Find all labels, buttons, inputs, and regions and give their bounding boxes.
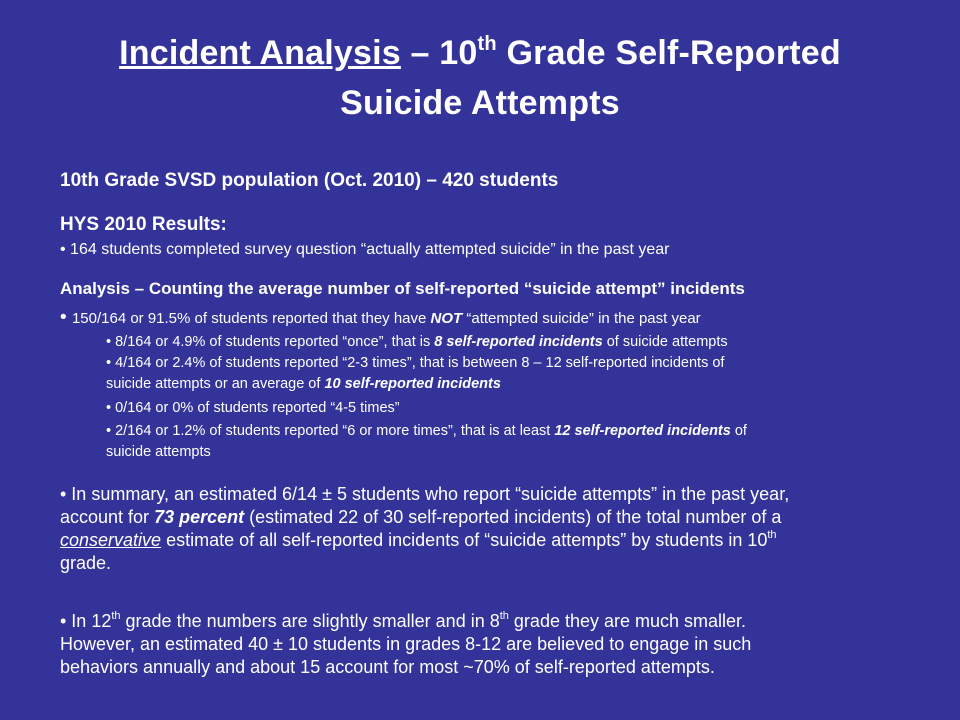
text: • 2/164 or 1.2% of students reported “6 or more times”, that is at least — [106, 423, 555, 439]
text: of suicide attempts — [602, 334, 728, 350]
text: estimate of all self-reported incidents of “suicide attempts” by students in 10 — [161, 530, 768, 550]
text: grade. — [60, 553, 112, 573]
emphasis: 12 self-reported incidents — [554, 423, 731, 439]
title-text: – 10 — [400, 34, 478, 72]
emphasis: NOT — [430, 310, 463, 327]
emphasis: conservative — [60, 530, 162, 550]
emphasis: 73 percent — [154, 507, 245, 527]
emphasis: 10 self-reported incidents — [324, 376, 501, 392]
title-line-1 — [20, 28, 940, 78]
superscript: th — [767, 529, 777, 541]
hys-heading: HYS 2010 Results: — [60, 214, 227, 235]
text-line — [60, 506, 940, 529]
text: • 8/164 or 4.9% of students reported “once”, that is — [106, 334, 435, 350]
bullet: • — [60, 307, 72, 328]
population-line: 10th Grade SVSD population (Oct. 2010) – 420 students — [60, 170, 559, 191]
title-underlined: Incident Analysis — [119, 34, 401, 72]
text: suicide attempts — [106, 444, 211, 460]
title-text-rest: Grade Self-Reported — [496, 34, 841, 72]
text: behaviors annually and about 15 account for most ~70% of self-reported attempts. — [60, 657, 715, 677]
grades-paragraph — [60, 610, 940, 679]
sub-bullet-2-3-times — [106, 353, 936, 395]
title-line-2: Suicide Attempts — [340, 84, 620, 122]
sub-bullet-once — [106, 332, 936, 353]
text-line — [60, 529, 940, 552]
text: suicide attempts or an average of — [106, 376, 325, 392]
superscript: th — [499, 610, 509, 622]
summary-paragraph — [60, 483, 940, 575]
text: grade the numbers are slightly smaller and in 8 — [120, 611, 500, 631]
slide-title — [20, 28, 940, 128]
text: account for — [60, 507, 155, 527]
text-line — [106, 421, 936, 442]
title-superscript: th — [477, 33, 497, 55]
text: • In summary, an estimated 6/14 ± 5 students who report “suicide attempts” in the past year, — [60, 484, 790, 504]
analysis-heading: Analysis – Counting the average number of self-reported “suicide attempt” incidents — [60, 279, 745, 298]
hys-bullet: • 164 students completed survey question “actually attempted suicide” in the past year — [60, 241, 670, 258]
text: • In 12 — [60, 611, 112, 631]
text: “attempted suicide” in the past year — [462, 310, 701, 327]
text: (estimated 22 of 30 self-reported incidents) of the total number of a — [244, 507, 782, 527]
text: • 4/164 or 2.4% of students reported “2-3 times”, that is between 8 – 12 self-reported incidents of — [106, 355, 725, 371]
sub-bullet-6-plus-times — [106, 421, 936, 463]
text-line — [60, 610, 940, 633]
analysis-main-bullet — [60, 307, 940, 329]
text: grade they are much smaller. — [508, 611, 747, 631]
superscript: th — [111, 610, 121, 622]
text: 150/164 or 91.5% of students reported that they have — [71, 310, 431, 327]
sub-bullet-4-5-times: • 0/164 or 0% of students reported “4-5 times” — [106, 400, 400, 416]
text-line — [106, 374, 936, 395]
text: However, an estimated 40 ± 10 students in grades 8-12 are believed to engage in such — [60, 634, 752, 654]
text: of — [730, 423, 747, 439]
emphasis: 8 self-reported incidents — [434, 334, 603, 350]
